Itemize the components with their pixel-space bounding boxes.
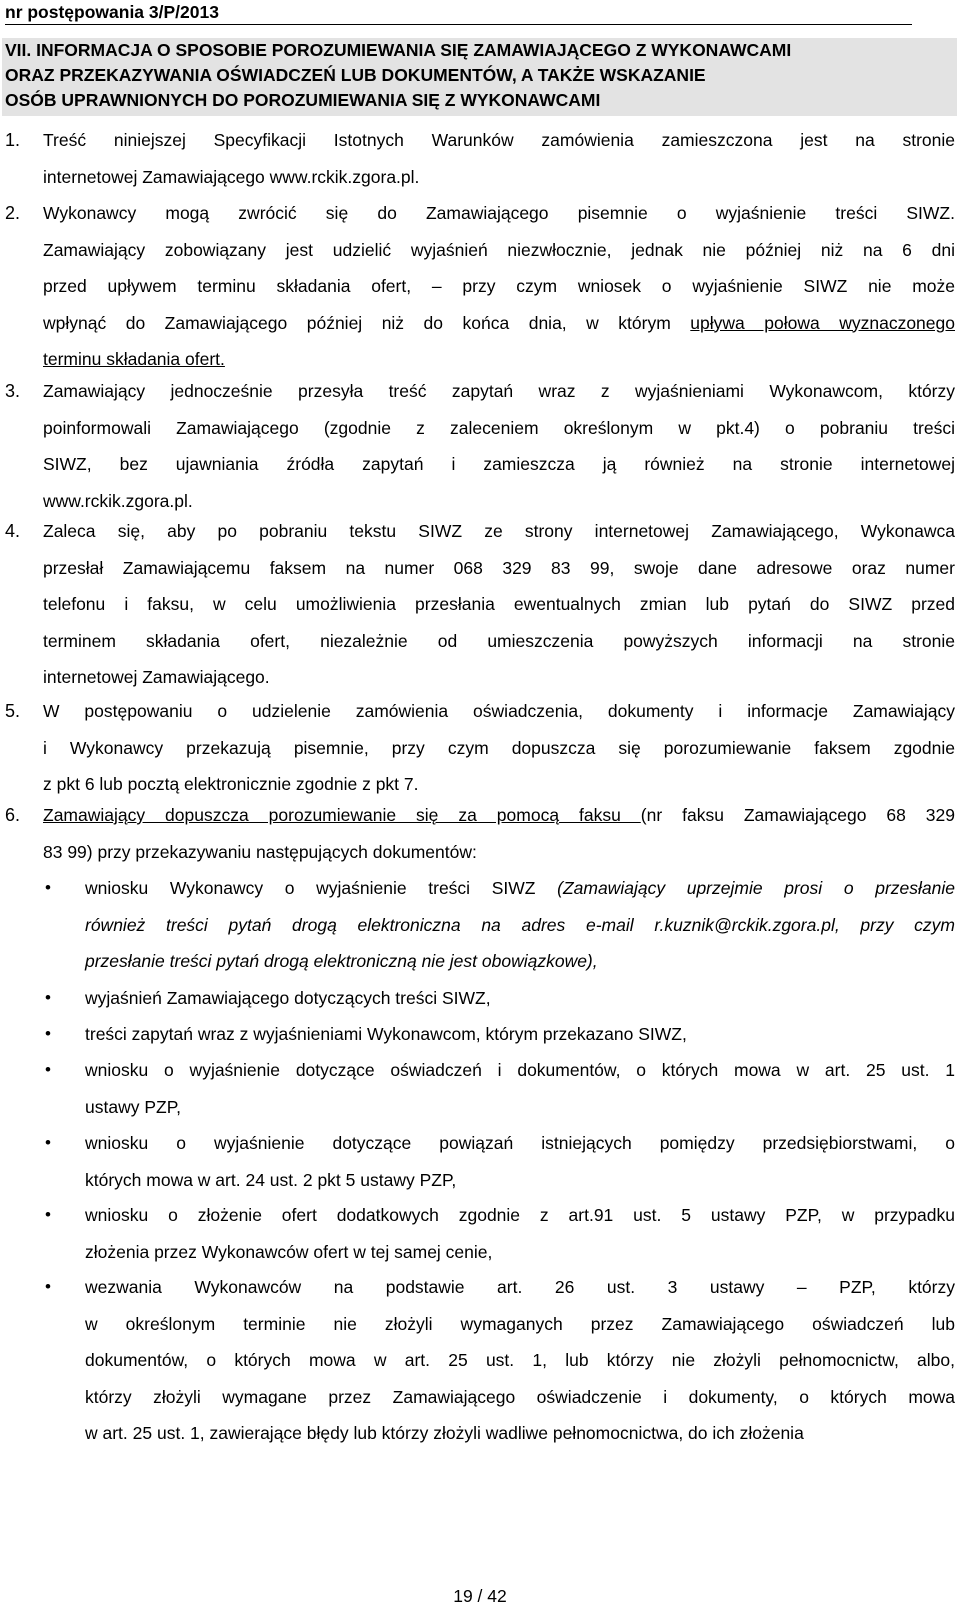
text-line: przesłał Zamawiającemu faksem na numer 068 329 83 99, swoje dane adresowe oraz numer [43, 557, 955, 578]
section-heading [2, 38, 957, 116]
text-line: treści zapytań wraz z wyjaśnieniami Wykonawcom, którym przekazano SIWZ, [85, 1024, 687, 1044]
text-line: z pkt 6 lub pocztą elektronicznie zgodnie z pkt 7. [43, 774, 419, 794]
text-line: wniosku o wyjaśnienie dotyczące oświadczeń i dokumentów, o których mowa w art. 25 ust. 1 [85, 1060, 955, 1080]
text-line: internetowej Zamawiającego. [43, 667, 270, 687]
item-text [43, 513, 955, 696]
item-text [43, 797, 955, 870]
text-line: Wykonawcy mogą zwrócić się do Zamawiającego pisemnie o wyjaśnienie treści SIWZ. [43, 203, 955, 223]
item-number: 2. [5, 203, 21, 223]
text-line [43, 797, 955, 834]
text-line: przed upływem terminu składania ofert, – przy czym wniosek o wyjaśnienie SIWZ nie może [43, 276, 955, 296]
italic-text: przesłanie treści pytań drogą elektroniczną nie jest obowiązkowe), [85, 951, 598, 971]
text-line: SIWZ, bez ujawniania źródła zapytań i zamieszcza ją również na stronie internetowej [43, 454, 955, 474]
underlined-text: terminu składania ofert. [43, 349, 225, 369]
text-segment: wniosku Wykonawcy o wyjaśnienie treści SIWZ [85, 878, 558, 898]
text-line: w art. 25 ust. 1, zawierające błędy lub którzy złożyli wadliwe pełnomocnictwa, do ich złożenia [85, 1423, 804, 1443]
section-heading-line: VII. INFORMACJA O SPOSOBIE POROZUMIEWANIA SIĘ ZAMAWIAJĄCEGO Z WYKONAWCAMI [5, 40, 792, 60]
bullet-icon: • [45, 1060, 51, 1079]
text-line: wezwania Wykonawców na podstawie art. 26 ust. 3 ustawy – PZP, którzy [85, 1277, 955, 1297]
italic-text: (Zamawiający uprzejmie prosi o przesłanie [557, 878, 955, 898]
section-heading-line: ORAZ PRZEKAZYWANIA OŚWIADCZEŃ LUB DOKUMENTÓW, A TAKŻE WSKAZANIE [5, 65, 706, 85]
text-line: i Wykonawcy przekazują pisemnie, przy czym dopuszcza się porozumiewanie faksem zgodnie [43, 737, 955, 758]
text-line: wniosku o wyjaśnienie dotyczące powiązań istniejących pomiędzy przedsiębiorstwami, o [85, 1133, 955, 1153]
text-line: ustawy PZP, [85, 1096, 181, 1117]
underlined-text: upływa połowa wyznaczonego [690, 312, 955, 333]
text-line: telefonu i faksu, w celu umożliwienia przesłania ewentualnych zmian lub pytań do SIWZ przed [43, 594, 955, 614]
item-number: 4. [5, 521, 21, 541]
procedure-number-header: nr postępowania 3/P/2013 [5, 0, 912, 25]
item-text [43, 195, 955, 378]
item-number: 6. [5, 805, 21, 825]
item-text [43, 122, 955, 195]
text-line: W postępowaniu o udzielenie zamówienia oświadczenia, dokumenty i informacje Zamawiający [43, 701, 955, 721]
text-line: wniosku o złożenie ofert dodatkowych zgodnie z art.91 ust. 5 ustawy PZP, w przypadku [85, 1205, 955, 1225]
text-line: internetowej Zamawiającego www.rckik.zgora.pl. [43, 166, 420, 187]
item-number: 3. [5, 381, 21, 401]
text-line: którzy złożyli wymagane przez Zamawiającego oświadczenie i dokumenty, o których mowa [85, 1386, 955, 1407]
text-line: 83 99) przy przekazywaniu następujących dokumentów: [43, 841, 477, 862]
bullet-icon: • [45, 878, 51, 897]
bullet-text [85, 980, 955, 1017]
bullet-icon: • [45, 1277, 51, 1296]
item-number: 5. [5, 701, 21, 721]
text-line: terminem składania ofert, niezależnie od umieszczenia powyższych informacji na stronie [43, 630, 955, 651]
text-line: w określonym terminie nie złożyli wymaganych przez Zamawiającego oświadczeń lub [85, 1313, 955, 1334]
text-line: Zaleca się, aby po pobraniu tekstu SIWZ ze strony internetowej Zamawiającego, Wykonawca [43, 521, 955, 541]
bullet-text [85, 1052, 955, 1125]
text-segment: (nr faksu Zamawiającego 68 329 [640, 805, 955, 825]
bullet-icon: • [45, 1205, 51, 1224]
italic-text: również treści pytań drogą elektroniczna na adres e-mail r.kuznik@rckik.zgora.pl, przy czym [85, 914, 955, 935]
text-line: Treść niniejszej Specyfikacji Istotnych Warunków zamówienia zamieszczona jest na stronie [43, 130, 955, 150]
item-text [43, 373, 955, 519]
page-number: 19 / 42 [453, 1586, 507, 1606]
text-line: wyjaśnień Zamawiającego dotyczących treści SIWZ, [85, 988, 491, 1008]
text-line: www.rckik.zgora.pl. [43, 490, 193, 511]
bullet-icon: • [45, 988, 51, 1007]
bullet-text [85, 870, 955, 980]
section-heading-line: OSÓB UPRAWNIONYCH DO POROZUMIEWANIA SIĘ Z WYKONAWCAMI [5, 90, 601, 110]
text-line [43, 305, 955, 342]
text-line: Zamawiający zobowiązany jest udzielić wyjaśnień niezwłocznie, jednak nie później niż na 6 dni [43, 239, 955, 260]
bullet-text [85, 1016, 955, 1053]
bullet-icon: • [45, 1024, 51, 1043]
item-number: 1. [5, 130, 21, 150]
text-line [85, 870, 955, 907]
text-line: Zamawiający jednocześnie przesyła treść zapytań wraz z wyjaśnieniami Wykonawcom, którzy [43, 381, 955, 401]
bullet-text [85, 1125, 955, 1198]
text-line: dokumentów, o których mowa w art. 25 ust. 1, lub którzy nie złożyli pełnomocnictw, albo, [85, 1350, 955, 1370]
underlined-text: Zamawiający dopuszcza porozumiewanie się za pomocą faksu [43, 805, 641, 825]
bullet-text [85, 1269, 955, 1452]
text-segment: wpłynąć do Zamawiającego później niż do końca dnia, w którym [43, 312, 671, 333]
item-text [43, 693, 955, 803]
bullet-icon: • [45, 1133, 51, 1152]
text-line: poinformowali Zamawiającego (zgodnie z zaleceniem określonym w pkt.4) o pobraniu treści [43, 417, 955, 438]
text-line: których mowa w art. 24 ust. 2 pkt 5 ustawy PZP, [85, 1169, 457, 1190]
text-line: złożenia przez Wykonawców ofert w tej samej cenie, [85, 1241, 493, 1262]
bullet-text [85, 1197, 955, 1270]
